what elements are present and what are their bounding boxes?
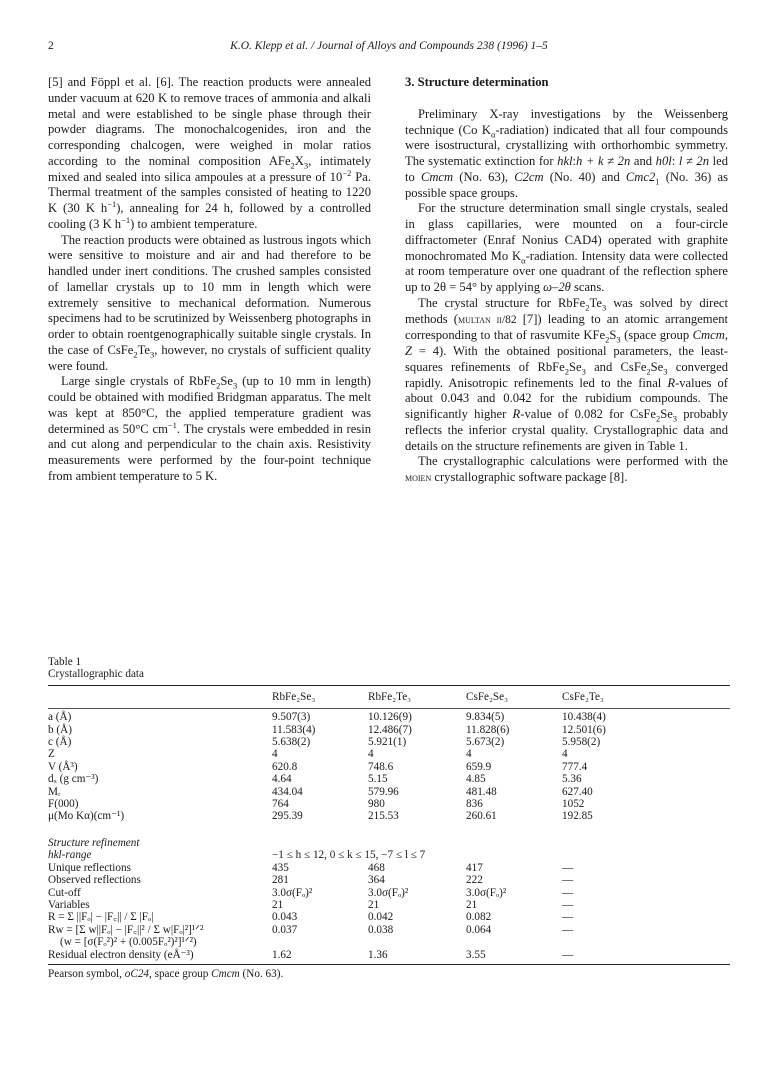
table-cell: 764	[272, 798, 289, 811]
row-label: dₓ (g cm⁻³)	[48, 773, 99, 786]
table-cell: —	[562, 948, 574, 961]
table-cell: 3.0σ(Fₒ)²	[368, 886, 409, 899]
table-cell: 5.921(1)	[368, 736, 407, 749]
paragraph-synthesis-1: [5] and Föppl et al. [6]. The reaction products were annealed under vacuum at 620 K to remove traces of ammonia and alkali metal and were established to be single phase through their powder diagrams. The monochalcogenides, iron and the corresponding chalcogen, were weighed in molar ratios according to the nominal composition $AFe_2X_3$, intimately mixed and sealed into silica ampoules at a pressure of $10^{-2}$ Pa. Thermal treatment of the samples consisted of heating to 1220 K (30 K $h^{-1}$), annealing for 24 h, followed by a controlled cooling (3 K $h^{-1}$) to ambient temperature.	[48, 75, 372, 231]
table-row	[48, 837, 730, 849]
table-cell: —	[562, 886, 574, 899]
table-cell: 0.037	[272, 923, 298, 936]
row-label: a (Å)	[48, 711, 72, 724]
table-cell: 0.043	[272, 911, 298, 924]
table-footnote: Pearson symbol, oC24, space group Cmcm (No. 63).	[48, 967, 284, 980]
table-cell: 0.082	[466, 911, 492, 924]
table-cell: 0.064	[466, 923, 492, 936]
table-cell: 468	[368, 861, 385, 874]
row-label: F(000)	[48, 798, 79, 811]
paragraph-structure-3: The crystal structure for $RbFe_2Te_3$ was solved by direct methods (multan ii/82 [7]) leading to an atomic arrangement corresponding to that of rasvumite $KFe_2S_3$ (space group Cmcm, Z = 4). With the obtained positional parameters, the least-squares refinements of $RbFe_2Se_3$ and $CsFe_2Se_3$ converged rapidly. Anisotropic refinements led to the final R-values of about 0.043 and 0.042 for the rubidium compounds. The significantly higher R-value of 0.082 for $CsFe_2Se_3$ probably reflects the inferior crystal quality. Crystallographic data and details on the structure refinements are given in Table 1.	[405, 295, 729, 453]
column-header: RbFe₂Te₃	[368, 690, 412, 703]
table-cell: 12.501(6)	[562, 723, 606, 736]
table-cell: 4.85	[466, 773, 486, 786]
table-cell: —	[562, 911, 574, 924]
crystallographic-data-table	[48, 686, 730, 708]
table-cell: 4	[562, 748, 568, 761]
table-cell: 295.39	[272, 810, 303, 823]
table-cell: 4	[368, 748, 374, 761]
table-cell: 627.40	[562, 785, 593, 798]
table-cell: 11.828(6)	[466, 723, 510, 736]
table-cell: 21	[466, 898, 478, 911]
table-row	[48, 724, 730, 736]
table-cell: 836	[466, 798, 483, 811]
table-cell: 659.9	[466, 760, 492, 773]
section-heading: 3. Structure determination	[405, 75, 549, 89]
table-header-row	[48, 686, 730, 708]
row-label: Cut-off	[48, 886, 81, 899]
table-cell: 417	[466, 861, 483, 874]
table-cell: 10.438(4)	[562, 711, 606, 724]
table-cell: 777.4	[562, 760, 588, 773]
crystallographic-data-body	[48, 711, 730, 961]
table-cell: 0.038	[368, 923, 394, 936]
weight-label: (w = [σ(Fₒ²)² + (0.005Fₒ²)²]¹ᐟ²)	[60, 936, 197, 949]
table-cell: 192.85	[562, 810, 593, 823]
table-cell: 435	[272, 861, 289, 874]
table-row	[48, 761, 730, 773]
table-cell: 748.6	[368, 760, 394, 773]
table-cell: 3.0σ(Fₒ)²	[272, 886, 313, 899]
row-label: μ(Mo Kα)(cm⁻¹)	[48, 810, 125, 823]
table-cell: 1.36	[368, 948, 388, 961]
table-cell: 1.62	[272, 948, 292, 961]
table-cell: 281	[272, 874, 289, 887]
row-label: c (Å)	[48, 736, 72, 749]
table-cell: —	[562, 861, 574, 874]
page-number: 2	[48, 40, 54, 52]
table-cell: 260.61	[466, 810, 497, 823]
row-label: Unique reflections	[48, 861, 131, 874]
left-column	[48, 75, 371, 485]
table-cell: 21	[368, 898, 380, 911]
running-title: K.O. Klepp et al. / Journal of Alloys and Compounds 238 (1996) 1–5	[230, 40, 548, 52]
table-header-rule	[48, 708, 730, 709]
table-cell: 11.583(4)	[272, 723, 316, 736]
table-label: Table 1	[48, 656, 82, 668]
table-row	[48, 924, 730, 936]
table-row	[48, 887, 730, 899]
table-row	[48, 748, 730, 760]
table-cell: 12.486(7)	[368, 723, 412, 736]
table-cell: 481.48	[466, 785, 497, 798]
table-row	[48, 786, 730, 798]
table-cell: 21	[272, 898, 284, 911]
paragraph-structure-4: The crystallographic calculations were performed with the moien crystallographic software package [8].	[405, 454, 728, 484]
hkl-value: −1 ≤ h ≤ 12, 0 ≤ k ≤ 15, −7 ≤ l ≤ 7	[272, 849, 426, 862]
table-bottom-rule	[48, 964, 730, 965]
table-cell: —	[562, 898, 574, 911]
row-label: Observed reflections	[48, 874, 141, 887]
running-header	[48, 38, 730, 54]
table-cell: 3.0σ(Fₒ)²	[466, 886, 507, 899]
table-cell: 5.638(2)	[272, 736, 311, 749]
table-caption: Crystallographic data	[48, 668, 144, 681]
table-row	[48, 798, 730, 810]
table-row	[48, 874, 730, 886]
table-cell: 5.673(2)	[466, 736, 505, 749]
paragraph-structure-1: Preliminary X-ray investigations by the Weissenberg technique (Co $K_\alpha-radiation$) indicated that all four compounds were isostructural, crystallizing with orthorhombic symmetry. The systematic extinction for hkl:h + k ≠ 2n and h0l: l ≠ 2n led to Cmcm (No. 63), C2cm (No. 40) and $Cmc2_1$ (No. 36) as possible space groups.	[405, 106, 728, 200]
table-row	[48, 949, 730, 961]
table-row	[48, 936, 730, 948]
table-cell: 222	[466, 874, 483, 887]
hkl-label: hkl-range	[48, 849, 92, 862]
table-cell: 620.8	[272, 760, 298, 773]
row-label: Mᵣ	[48, 785, 61, 798]
row-label: Z	[48, 748, 55, 761]
row-label: Rw = [Σ w||Fₒ| − |F꜀||² / Σ w|Fₒ|²]¹ᐟ²	[48, 923, 204, 936]
table-row	[48, 911, 730, 923]
paragraph-structure-2: For the structure determination small single crystals, sealed in glass capillaries, were mounted on a four-circle diffractometer (Enraf Nonius CAD4) operated with graphite monochromated Mo $K_\alpha$-radiation. Intensity data were collected at room temperature over one quadrant of the reflection sphere up to 2θ = 54° by applying ω–2θ scans.	[405, 201, 728, 294]
table-cell: 364	[368, 874, 385, 887]
column-header: CsFe₂Se₃	[466, 690, 508, 703]
table-cell: 1052	[562, 798, 585, 811]
table-cell: 434.04	[272, 785, 303, 798]
paragraph-synthesis-2: The reaction products were obtained as lustrous ingots which were sensitive to moisture and air and had therefore to be handled under inert conditions. The crushed samples consisted of lamellar crystals up to 10 mm in length which were extremely sensitive to mechanical deformation. Numerous specimens had to be scrutinized by Weissenberg photographs in order to obtain roentgenographically suitable single crystals. In the case of $CsFe_2Te_3$, however, no crystals of sufficient quality were found.	[48, 232, 372, 373]
table-row	[48, 810, 730, 822]
row-label: Residual electron density (eÅ⁻³)	[48, 948, 194, 961]
column-header: CsFe₂Te₃	[562, 690, 604, 703]
table-cell: —	[562, 874, 574, 887]
table-cell: 980	[368, 798, 385, 811]
column-header: RbFe₂Se₃	[272, 690, 316, 703]
table-row	[48, 849, 730, 861]
table-cell: —	[562, 923, 574, 936]
row-label: V (Å³)	[48, 760, 78, 773]
table-cell: 0.042	[368, 911, 394, 924]
table-cell: 5.36	[562, 773, 582, 786]
table-cell: 5.958(2)	[562, 736, 601, 749]
table-cell: 4.64	[272, 773, 292, 786]
row-label: R = Σ ||Fₒ| − |F꜀|| / Σ |Fₒ|	[48, 911, 154, 924]
refinement-heading: Structure refinement	[48, 836, 140, 849]
paragraph-synthesis-3: Large single crystals of $RbFe_2Se_3$ (up to 10 mm in length) could be obtained with modified Bridgman apparatus. The melt was kept at 850°C, the applied temperature gradient was determined as 50°C $cm^{-1}$. The crystals were embedded in resin and cut along and perpendicular to the chain axis. Resistivity measurements were performed by the four-point technique from ambient temperature to 5 K.	[48, 374, 372, 483]
table-1	[48, 656, 730, 980]
table-row	[48, 899, 730, 911]
table-cell: 4	[466, 748, 472, 761]
table-row	[48, 862, 730, 874]
table-cell: 215.53	[368, 810, 399, 823]
right-column	[405, 75, 728, 487]
table-cell: 9.507(3)	[272, 711, 311, 724]
table-cell: 9.834(5)	[466, 711, 505, 724]
table-cell: 5.15	[368, 773, 388, 786]
table-row	[48, 736, 730, 748]
table-cell: 4	[272, 748, 278, 761]
table-cell: 3.55	[466, 948, 486, 961]
table-row	[48, 711, 730, 723]
row-label: b (Å)	[48, 723, 72, 736]
table-cell: 579.96	[368, 785, 399, 798]
table-row	[48, 773, 730, 785]
table-cell: 10.126(9)	[368, 711, 412, 724]
row-label: Variables	[48, 898, 90, 911]
